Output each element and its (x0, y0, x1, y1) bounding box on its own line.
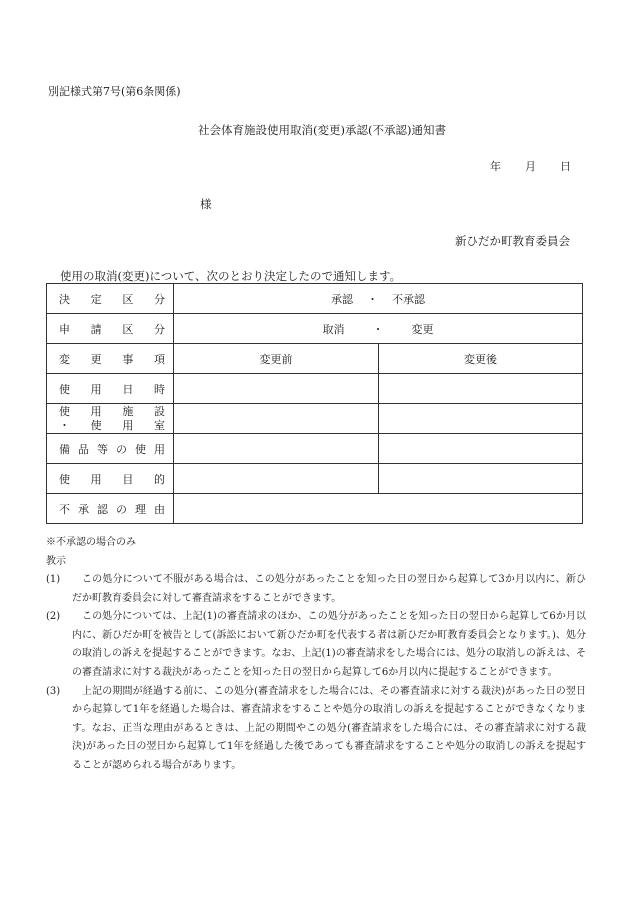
row-decision (47, 284, 583, 314)
date-year: 年 (490, 160, 501, 173)
facility-after-field[interactable] (379, 404, 583, 434)
instruction-list (46, 571, 586, 776)
label-changes: 変 更 事 項 (47, 344, 174, 374)
page-title: 社会体育施設使用取消(変更)承認(不承認)通知書 (198, 123, 446, 137)
header-after: 変更後 (379, 344, 583, 374)
row-purpose (47, 464, 583, 494)
date-day: 日 (560, 160, 571, 173)
option-approved[interactable]: 承認 (331, 292, 353, 306)
row-reason (47, 494, 583, 524)
label-purpose: 使 用 目 的 (47, 464, 174, 494)
decision-options[interactable]: 承認 ・ 不承認 (174, 284, 583, 314)
equipment-after-field[interactable] (379, 434, 583, 464)
row-facility (47, 404, 583, 434)
equipment-before-field[interactable] (174, 434, 379, 464)
instruction-item: (3) 上記の期間が経過する前に、この処分(審査請求をした場合には、その審査請求に対する裁決)があった日の翌日から起算して1年を経過した場合は、審査請求をすることや処分の取消しの訴えを提起することができなくなります。なお、正当な理由があるときは、上記の期間やこの処分(審査請求をした場合には、その審査請求に対する裁決)があった日の翌日から起算して1年を経過した後であっても審査請求をすることや処分の取消しの訴えを提起することが認められる場合があります。 (46, 685, 586, 771)
header-before: 変更前 (174, 344, 379, 374)
label-application: 申 請 区 分 (47, 314, 174, 344)
issuer: 新ひだか町教育委員会 (455, 234, 570, 248)
row-changes-header (47, 344, 583, 374)
label-reason: 不 承 認 の 理 由 (47, 494, 174, 524)
datetime-before-field[interactable] (174, 374, 379, 404)
notice-table (46, 283, 583, 524)
date-line (490, 158, 571, 174)
instruction-item: (2) この処分については、上記(1)の審査請求のほか、この処分があったことを知った日の翌日から起算して6か月以内に、新ひだか町を被告として(訴訟において新ひだか町を代表する者は新ひだか町教育委員会となります。)、処分の取消しの訴えを提起することができます。なお、上記(1)の審査請求をした場合には、処分の取消しの訴えは、その審査請求に対する裁決があったことを知った日の翌日から起算して6か月以内に提起することができます。 (46, 611, 586, 678)
row-equipment (47, 434, 583, 464)
instruction-heading: 教示 (46, 556, 66, 567)
reason-field[interactable] (174, 494, 583, 524)
row-application (47, 314, 583, 344)
label-equipment: 備 品 等 の 使 用 (47, 434, 174, 464)
label-decision: 決 定 区 分 (47, 284, 174, 314)
option-cancel[interactable]: 取消 (322, 322, 345, 336)
form-id: 別記様式第7号(第6条関係) (48, 85, 181, 98)
application-options[interactable]: 取消 ・ 変更 (174, 314, 583, 344)
date-month: 月 (525, 160, 536, 173)
facility-before-field[interactable] (174, 404, 379, 434)
addressee: 様 (200, 197, 212, 211)
note: ※不承認の場合のみ (46, 537, 136, 548)
label-datetime: 使 用 日 時 (47, 374, 174, 404)
row-datetime (47, 374, 583, 404)
purpose-before-field[interactable] (174, 464, 379, 494)
datetime-after-field[interactable] (379, 374, 583, 404)
instruction-item: (1) この処分について不服がある場合は、この処分があったことを知った日の翌日から起算して3か月以内に、新ひだか町教育委員会に対して審査請求をすることができます。 (46, 574, 586, 604)
option-not-approved[interactable]: 不承認 (392, 292, 425, 306)
purpose-after-field[interactable] (379, 464, 583, 494)
label-facility: 使 用 施 設 ・ 使 用 室 (47, 404, 174, 434)
intro-text: 使用の取消(変更)について、次のとおり決定したので通知します。 (60, 269, 402, 283)
option-change[interactable]: 変更 (411, 322, 434, 336)
